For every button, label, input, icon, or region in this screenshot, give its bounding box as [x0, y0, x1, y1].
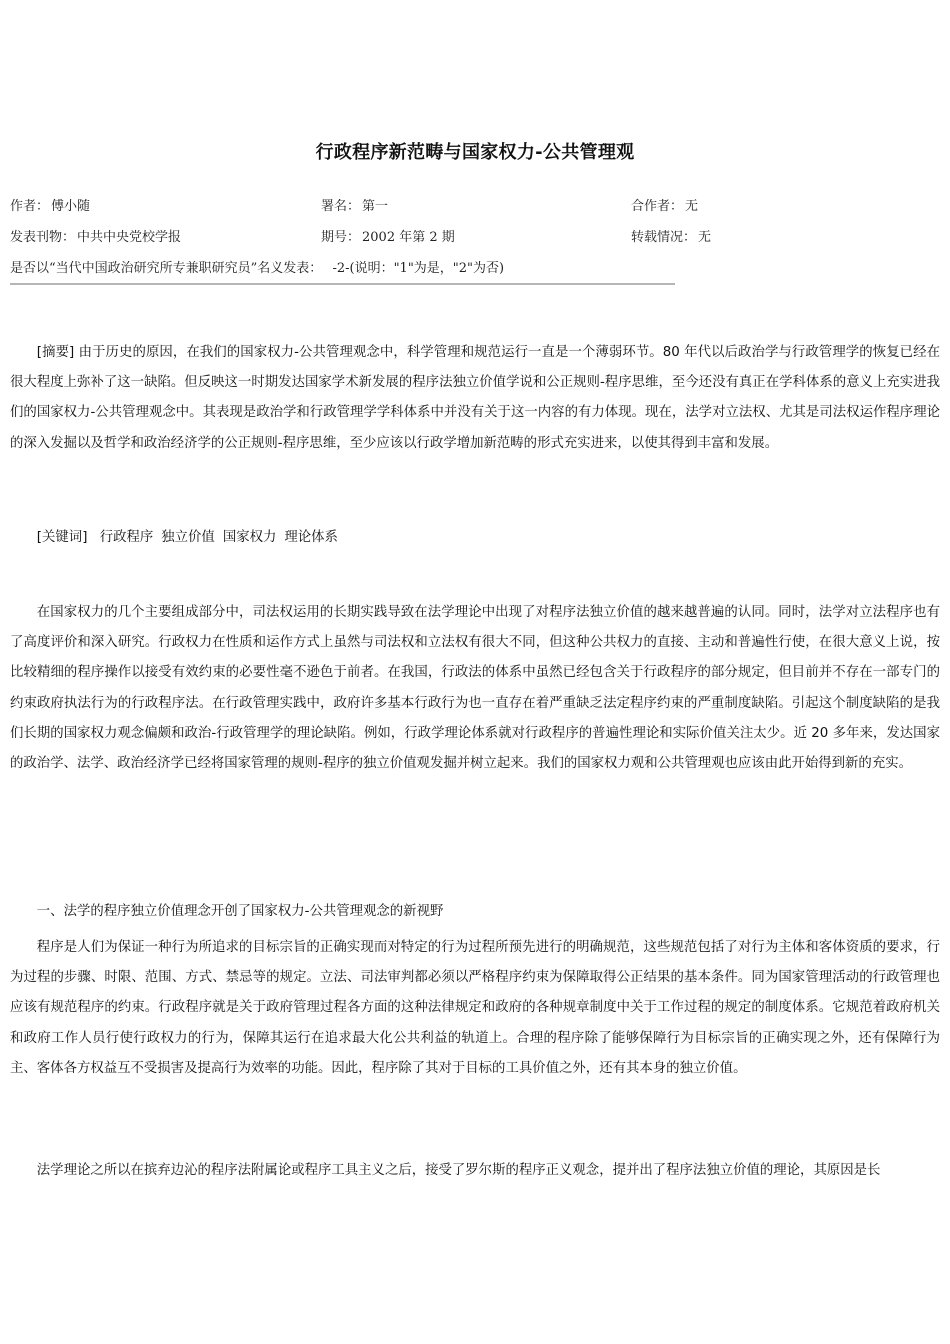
- reprint-meta: [631, 226, 711, 245]
- issue-meta: [321, 226, 455, 245]
- signature-value: 第一: [362, 199, 389, 214]
- journal-label: 发表刊物：: [10, 230, 76, 245]
- coauthor-meta: [631, 195, 698, 214]
- issue-label: 期号：: [321, 230, 361, 245]
- reprint-label: 转载情况：: [631, 230, 697, 245]
- affiliation-answer: -2-(说明："1"为是，"2"为否): [332, 261, 505, 276]
- article-title: 行政程序新范畴与国家权力-公共管理观: [315, 142, 635, 163]
- keyword-item: 国家权力: [222, 530, 277, 545]
- affiliation-meta: [10, 257, 504, 276]
- issue-value: 2002 年第 2 期: [362, 230, 455, 245]
- body-paragraph-continued: 法学理论之所以在摈弃边沁的程序法附属论或程序工具主义之后，接受了罗尔斯的程序正义观念，提并出了程序法独立价值的理论，其原因是长: [36, 1163, 881, 1178]
- header-divider: [10, 283, 675, 285]
- journal-meta: [10, 226, 181, 245]
- author-meta: [10, 195, 90, 214]
- section-heading: 一、法学的程序独立价值理念开创了国家权力-公共管理观念的新视野: [36, 904, 444, 919]
- keyword-item: 行政程序: [99, 530, 154, 545]
- signature-label: 署名：: [321, 199, 361, 214]
- abstract-paragraph: [摘要] 由于历史的原因，在我们的国家权力-公共管理观念中，科学管理和规范运行一直是一个薄弱环节。80 年代以后政治学与行政管理学的恢复已经在很大程度上弥补了这一缺陷。但反映这一时期发达国家学术新发展的程序法独立价值学说和公正规则-程序思维，至今还没有真正在学科体系的意义上充实进我们的国家权力-公共管理观念中。其表现是政治学和行政管理学学科体系中并没有关于这一内容的有力体现。现在，法学对立法权、尤其是司法权运作程序理论的深入发掘以及哲学和政治经济学的公正规则-程序思维，至少应该以行政学增加新范畴的形式充实进来，以使其得到丰富和发展。: [10, 345, 940, 451]
- reprint-value: 无: [698, 230, 712, 245]
- journal-value: 中共中央党校学报: [77, 230, 182, 245]
- keyword-item: 独立价值: [161, 530, 215, 545]
- author-label: 作者：: [10, 199, 50, 214]
- body-paragraph: 程序是人们为保证一种行为所追求的目标宗旨的正确实现而对特定的行为过程所预先进行的明确规范，这些规范包括了对行为主体和客体资质的要求，行为过程的步骤、时限、范围、方式、禁忌等的规定。立法、司法审判都必须以严格程序约束为保障取得公正结果的基本条件。同为国家管理活动的行政管理也应该有规范程序的约束。行政程序就是关于政府管理过程各方面的这种法律规定和政府的各种规章制度中关于工作过程的规定的制度体系。它规范着政府机关和政府工作人员行使行政权力的行为，保障其运行在追求最大化公共利益的轨道上。合理的程序除了能够保障行为目标宗旨的正确实现之外，还有保障行为主、客体各方权益互不受损害及提高行为效率的功能。因此，程序除了其对于目标的工具价值之外，还有其本身的独立价值。: [10, 940, 940, 1076]
- coauthor-value: 无: [685, 199, 699, 214]
- intro-paragraph: 在国家权力的几个主要组成部分中，司法权运用的长期实践导致在法学理论中出现了对程序法独立价值的越来越普遍的认同。同时，法学对立法程序也有了高度评价和深入研究。行政权力在性质和运作方式上虽然与司法权和立法权有很大不同，但这种公共权力的直接、主动和普遍性行使，在很大意义上说，按比较精细的程序操作以接受有效约束的必要性毫不逊色于前者。在我国，行政法的体系中虽然已经包含关于行政程序的部分规定，但目前并不存在一部专门的约束政府执法行为的行政程序法。在行政管理实践中，政府许多基本行政行为也一直存在着严重缺乏法定程序约束的严重制度缺陷。引起这个制度缺陷的是我们长期的国家权力观念偏颇和政治-行政管理学的理论缺陷。例如，行政学理论体系就对行政程序的普遍性理论和实际价值关注太少。近 20 多年来，发达国家的政治学、法学、政治经济学已经将国家管理的规则-程序的独立价值观发掘并树立起来。我们的国家权力观和公共管理观也应该由此开始得到新的充实。: [10, 605, 940, 772]
- keywords-label: [关键词]: [36, 530, 88, 545]
- signature-meta: [321, 195, 388, 214]
- affiliation-question: 是否以“当代中国政治研究所专兼职研究员”名义发表：: [10, 261, 323, 276]
- keywords-line: [10, 523, 940, 553]
- keyword-item: 理论体系: [284, 530, 338, 545]
- coauthor-label: 合作者：: [631, 199, 684, 214]
- author-value: 傅小随: [51, 199, 91, 214]
